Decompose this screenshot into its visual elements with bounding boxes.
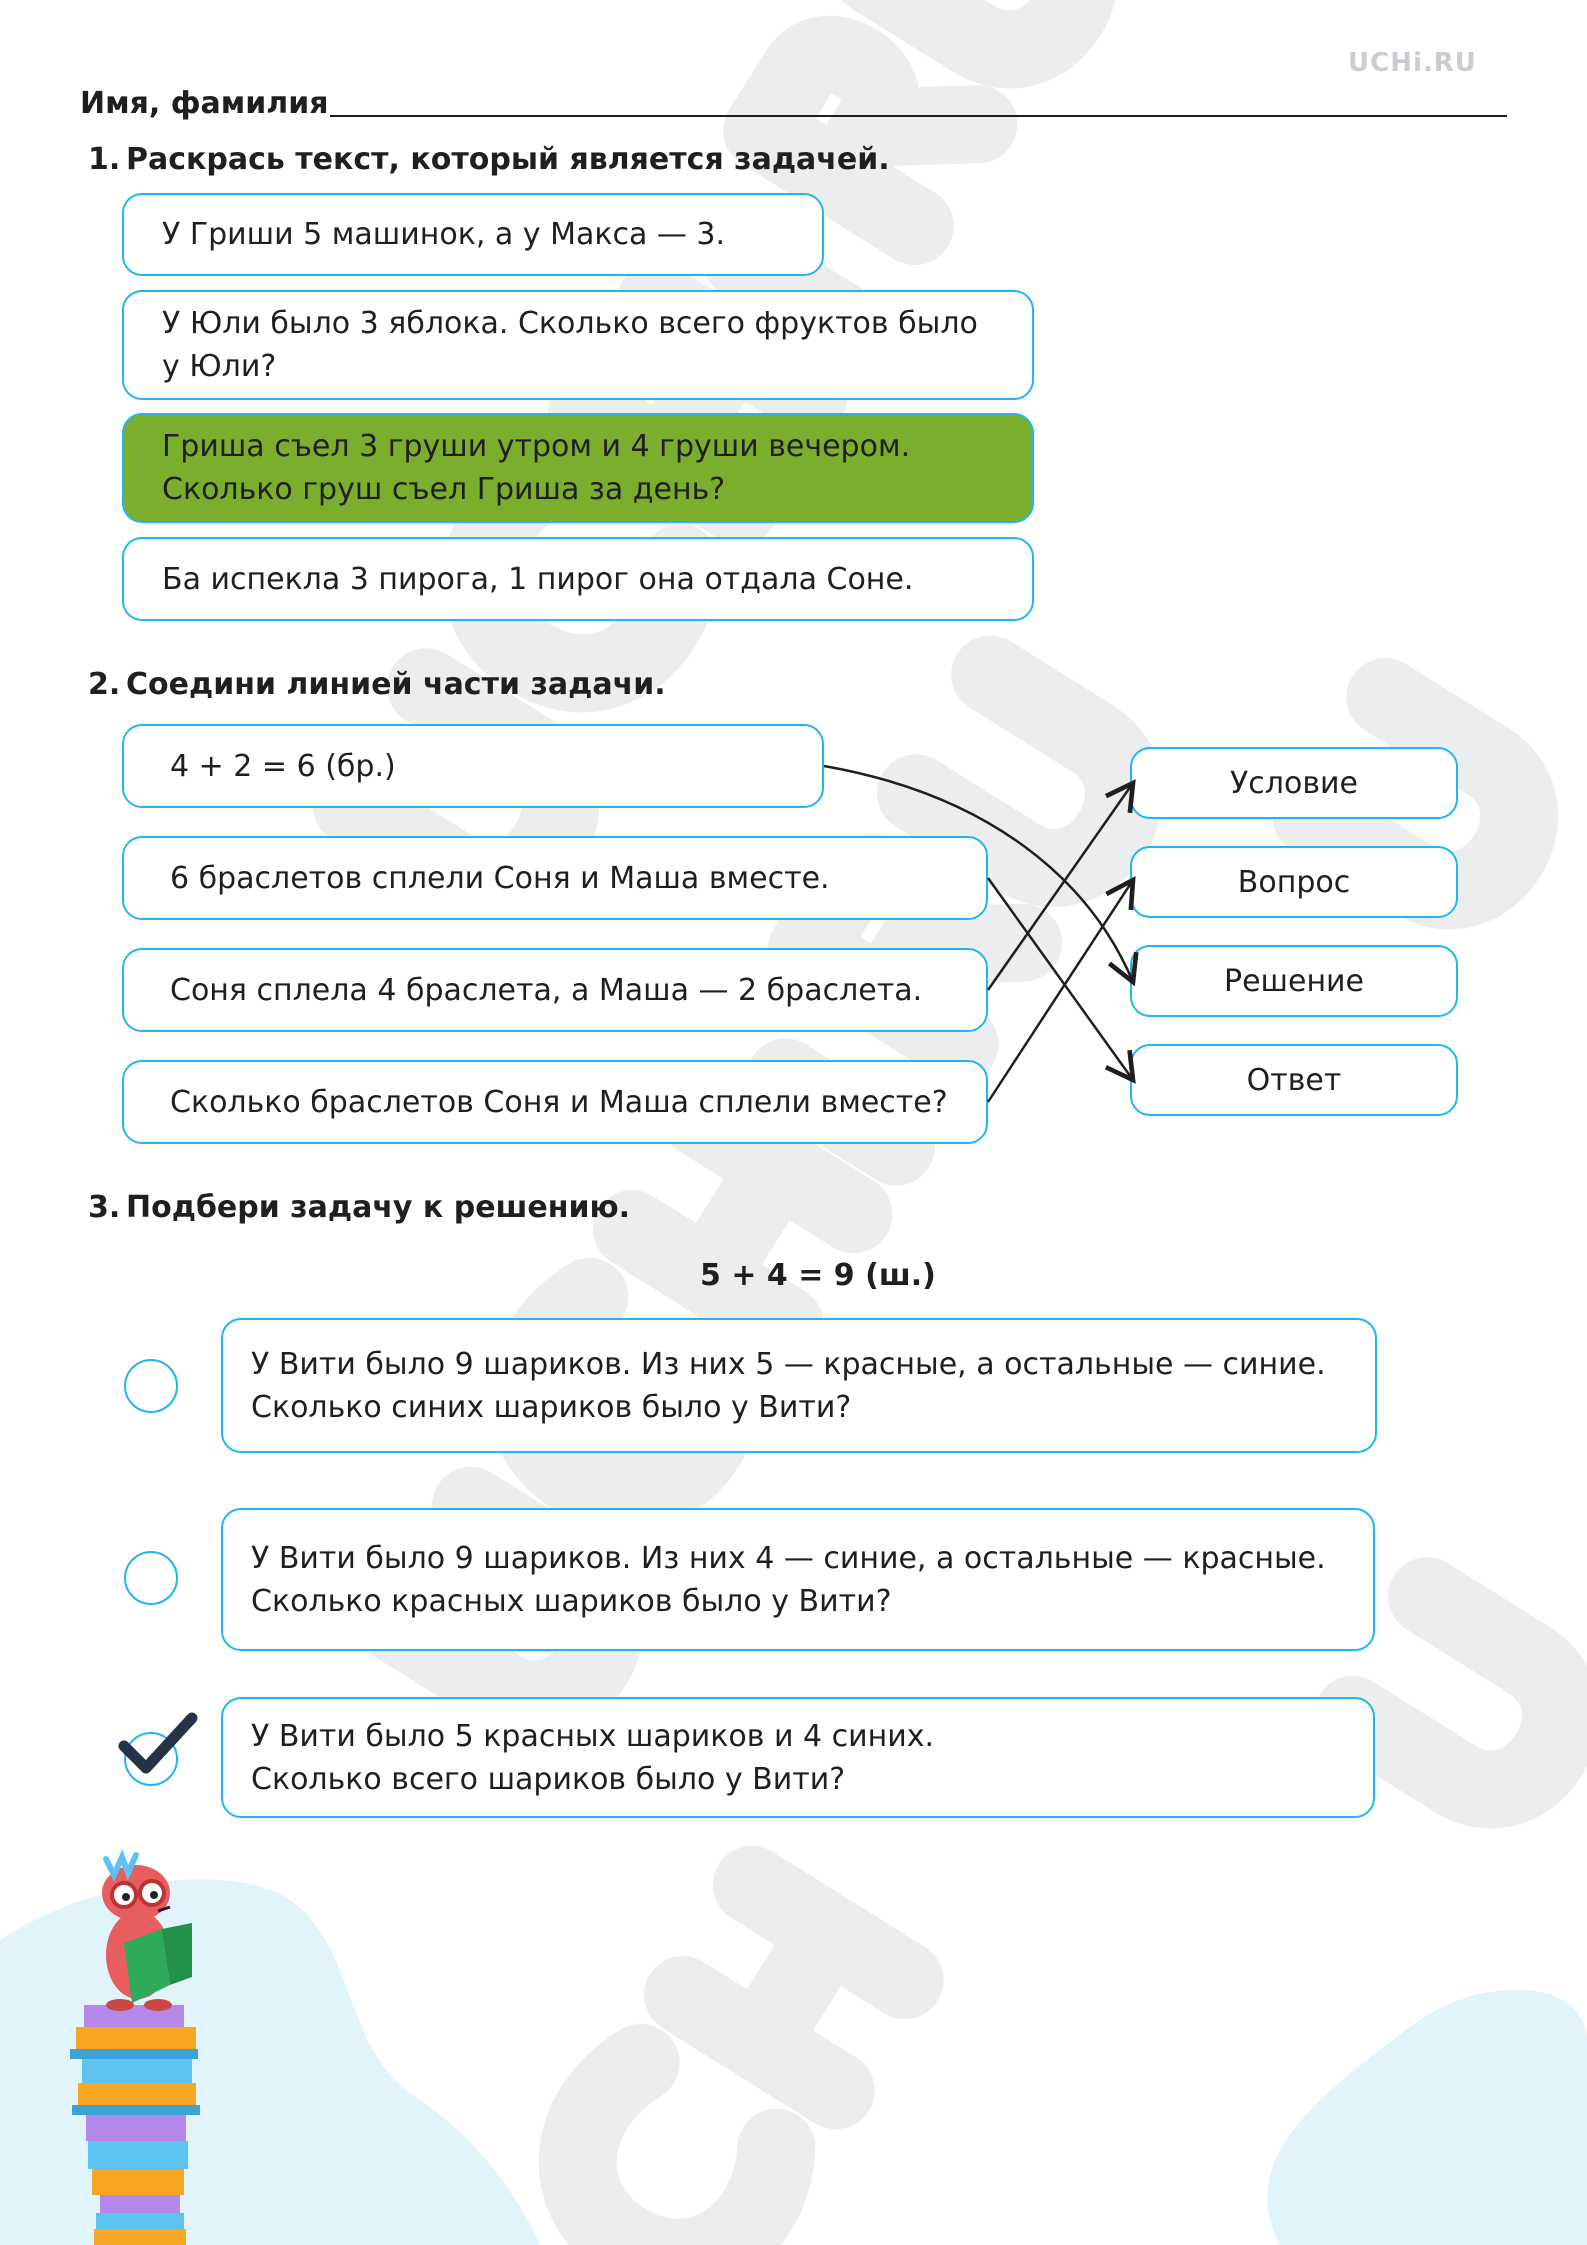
q1-option-1-line-1: У Гриши 5 машинок, а у Макса — 3. [162, 217, 726, 252]
q3-option-1-line-1: У Вити было 9 шариков. Из них 5 — красные, а остальные — синие. [251, 1346, 1326, 1382]
q2-right-item-1-text: Условие [1230, 765, 1358, 801]
q3-option-2-line-2: Сколько красных шариков было у Вити? [251, 1583, 892, 1619]
q3-number: 3. [88, 1190, 121, 1225]
connection-line-4 [988, 880, 1133, 1102]
q3-radio-1[interactable] [124, 1359, 178, 1413]
q3-title: Подбери задачу к решению. [126, 1190, 631, 1225]
q2-right-item-3-text: Решение [1223, 963, 1365, 999]
q1-option-3-line-1: Гриша съел 3 груши утром и 4 груши вечером. [162, 429, 911, 464]
q1-option-2-line-1: У Юли было 3 яблока. Сколько всего фруктов было [162, 306, 978, 341]
q1-number: 1. [88, 142, 121, 177]
q2-left-item-3-text: Соня сплела 4 браслета, а Маша — 2 браслета. [170, 972, 923, 1008]
q2-number: 2. [88, 667, 121, 702]
q3-option-3-line-2: Сколько всего шариков было у Вити? [251, 1761, 846, 1797]
connection-line-2 [988, 878, 1133, 1080]
q2-left-item-2-text: 6 браслетов сплели Соня и Маша вместе. [170, 860, 830, 896]
q1-option-2-line-2: у Юли? [162, 349, 277, 384]
q1-option-4-line-1: Ба испекла 3 пирога, 1 пирог она отдала Соне. [162, 561, 914, 597]
q3-radio-2[interactable] [124, 1551, 178, 1605]
connection-line-3 [988, 783, 1133, 990]
q2-title: Соедини линией части задачи. [126, 667, 666, 702]
q1-option-3-line-2: Сколько груш съел Гриша за день? [162, 472, 726, 507]
q2-right-item-2-text: Вопрос [1237, 864, 1351, 900]
q3-option-1-line-2: Сколько синих шариков было у Вити? [251, 1389, 852, 1425]
q2-left-item-1-text: 4 + 2 = 6 (бр.) [170, 748, 396, 784]
q2-right-item-4-text: Ответ [1246, 1062, 1342, 1098]
name-label: Имя, фамилия [80, 86, 329, 121]
brand-logo: UCHi.RU [1348, 48, 1477, 78]
check-icon [118, 1712, 198, 1782]
q3-option-3-selected[interactable] [221, 1697, 1375, 1818]
q3-option-2[interactable] [221, 1508, 1375, 1651]
mascot-icon [66, 1845, 246, 2245]
q3-equation: 5 + 4 = 9 (ш.) [700, 1258, 936, 1293]
q1-title: Раскрась текст, который является задачей. [126, 142, 890, 177]
q2-left-item-4-text: Сколько браслетов Соня и Маша сплели вместе? [170, 1084, 948, 1120]
q3-option-3-line-1: У Вити было 5 красных шариков и 4 синих. [251, 1718, 935, 1754]
q3-option-2-line-1: У Вити было 9 шариков. Из них 4 — синие, а остальные — красные. [251, 1540, 1326, 1576]
q3-option-1[interactable] [221, 1318, 1377, 1453]
